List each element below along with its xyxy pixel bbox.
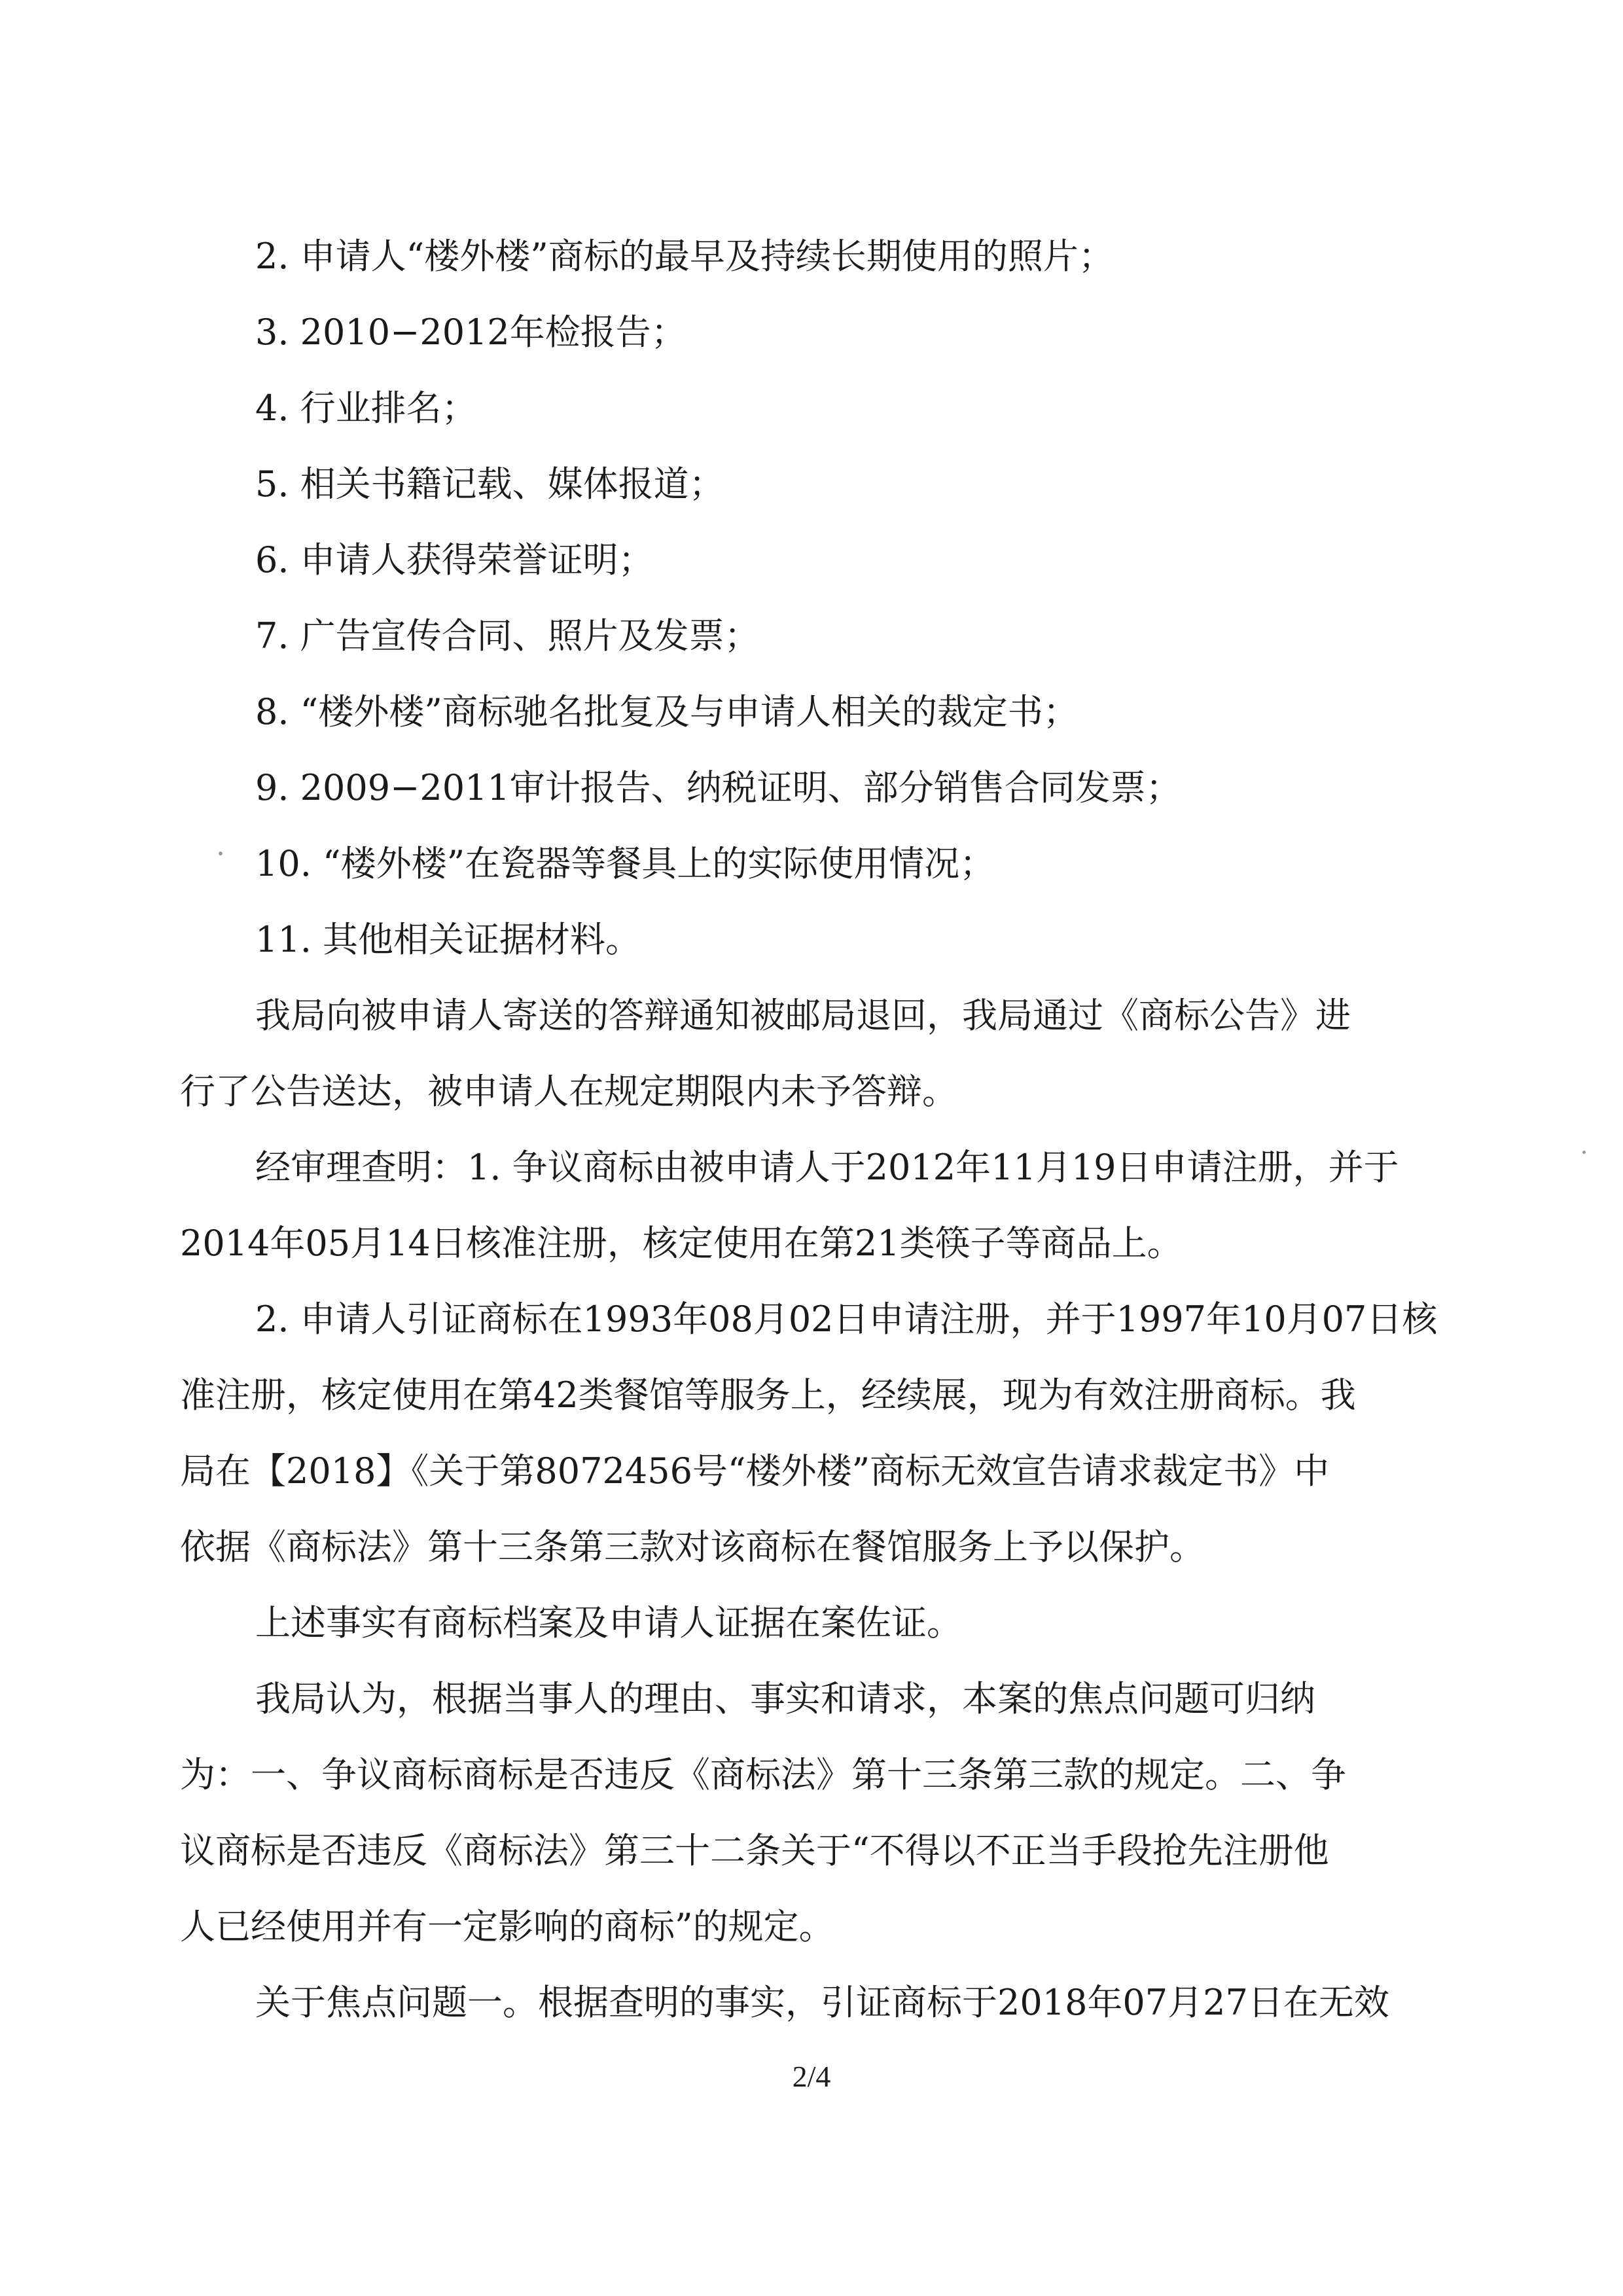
page-number: 2/4: [792, 2060, 831, 2093]
evidence-item-8: 8. “楼外楼”商标驰名批复及与申请人相关的裁定书；: [255, 691, 1079, 732]
evidence-item-7: 7. 广告宣传合同、照片及发票；: [255, 615, 760, 656]
evidence-item-3: 3. 2010−2012年检报告；: [255, 312, 687, 353]
scan-speck: [219, 852, 223, 855]
paragraph-text: 为：一、争议商标商标是否违反《商标法》第十三条第三款的规定。二、争: [180, 1754, 1346, 1795]
scan-speck: [1582, 1151, 1586, 1154]
paragraph-text: 关于焦点问题一。根据查明的事实，引证商标于2018年07月27日在无效: [255, 1982, 1389, 2023]
evidence-item-5: 5. 相关书籍记载、媒体报道；: [255, 463, 724, 505]
paragraph-text: 议商标是否违反《商标法》第三十二条关于“不得以不正当手段抢先注册他: [180, 1830, 1329, 1871]
paragraph-text: 2. 申请人引证商标在1993年08月02日申请注册，并于1997年10月07日核: [255, 1299, 1438, 1340]
evidence-item-11: 11. 其他相关证据材料。: [255, 919, 641, 960]
paragraph-text: 上述事实有商标档案及申请人证据在案佐证。: [255, 1602, 962, 1643]
evidence-item-9: 9. 2009−2011审计报告、纳税证明、部分销售合同发票；: [255, 767, 1181, 808]
evidence-item-2: 2. 申请人“楼外楼”商标的最早及持续长期使用的照片；: [255, 236, 1114, 277]
evidence-item-10: 10. “楼外楼”在瓷器等餐具上的实际使用情况；: [255, 843, 995, 884]
evidence-item-6: 6. 申请人获得荣誉证明；: [255, 539, 654, 581]
paragraph-text: 经审理查明：1. 争议商标由被申请人于2012年11月19日申请注册，并于: [255, 1147, 1399, 1188]
paragraph-text: 2014年05月14日核准注册，核定使用在第21类筷子等商品上。: [180, 1223, 1183, 1264]
paragraph-text: 依据《商标法》第十三条第三款对该商标在餐馆服务上予以保护。: [180, 1526, 1205, 1568]
paragraph-text: 我局向被申请人寄送的答辩通知被邮局退回，我局通过《商标公告》进: [255, 995, 1351, 1036]
evidence-item-4: 4. 行业排名；: [255, 387, 477, 429]
paragraph-text: 我局认为，根据当事人的理由、事实和请求，本案的焦点问题可归纳: [255, 1678, 1315, 1719]
paragraph-text: 人已经使用并有一定影响的商标”的规定。: [180, 1906, 834, 1947]
paragraph-text: 准注册，核定使用在第42类餐馆等服务上，经续展，现为有效注册商标。我: [180, 1374, 1356, 1416]
paragraph-text: 行了公告送达，被申请人在规定期限内未予答辩。: [180, 1071, 957, 1112]
paragraph-text: 局在【2018】《关于第8072456号“楼外楼”商标无效宣告请求裁定书》中: [180, 1450, 1330, 1492]
